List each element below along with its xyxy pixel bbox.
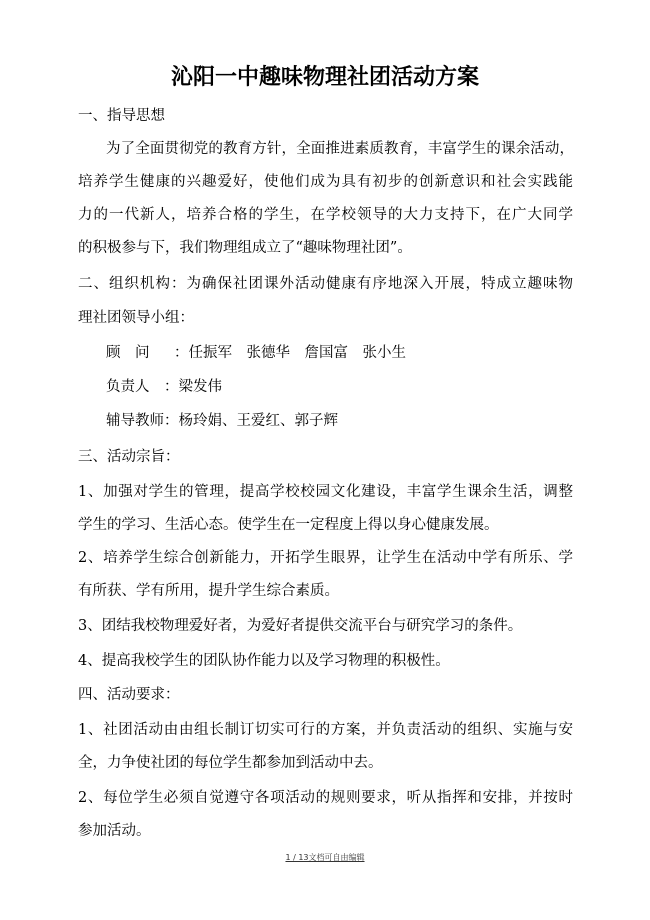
paragraph-line: 参加活动。 — [78, 823, 151, 839]
member-label: 辅导教师 — [106, 413, 164, 429]
page-footer — [0, 852, 650, 863]
section-heading-requirements: 四、活动要求： — [78, 687, 180, 703]
member-row-advisors — [106, 343, 406, 363]
member-row-tutors — [106, 411, 338, 431]
member-names: 梁发伟 — [178, 379, 222, 395]
member-label: 负责人 — [106, 379, 150, 395]
paragraph-line: 培养学生健康的兴趣爱好，使他们成为具有初步的创新意识和社会实践能 — [78, 174, 573, 190]
paragraph-line: 全，力争使社团的每位学生都参加到活动中去。 — [78, 755, 383, 771]
paragraph-line: 理社团领导小组： — [78, 310, 194, 326]
member-names: 任振军 张德华 詹国富 张小生 — [188, 345, 406, 361]
paragraph-line: 有所获、学有所用，提升学生综合素质。 — [78, 583, 339, 599]
document-title: 沁阳一中趣味物理社团活动方案 — [170, 65, 479, 90]
section-heading-organization: 二、组织机构：为确保社团课外活动健康有序地深入开展，特成立趣味物 — [78, 276, 573, 292]
member-label: 顾 问 — [106, 345, 150, 361]
section-heading-purpose: 三、活动宗旨： — [78, 449, 180, 465]
page-number-note: 1 / 13文档可自由编辑 — [285, 853, 365, 862]
paragraph-line: 2、每位学生必须自觉遵守各项活动的规则要求，听从指挥和安排，并按时 — [78, 790, 573, 806]
paragraph-line: 1、加强对学生的管理，提高学校校园文化建设，丰富学生课余生活，调整 — [78, 484, 573, 500]
paragraph-line: 学生的学习、生活心态。使学生在一定程度上得以身心健康发展。 — [78, 517, 499, 533]
member-names: 杨玲娟、王爱红、郭子辉 — [178, 413, 338, 429]
paragraph-line: 为了全面贯彻党的教育方针，全面推进素质教育，丰富学生的课余活动， — [106, 141, 574, 157]
member-separator: ： — [164, 379, 179, 395]
paragraph-line: 2、培养学生综合创新能力，开拓学生眼界，让学生在活动中学有所乐、学 — [78, 550, 573, 566]
paragraph-line: 1、社团活动由由组长制订切实可行的方案，并负责活动的组织、实施与安 — [78, 722, 573, 738]
member-separator: ： — [164, 413, 179, 429]
section-heading-guiding-thought: 一、指导思想 — [78, 108, 165, 124]
member-row-leader — [106, 377, 222, 397]
paragraph-line: 的积极参与下，我们物理组成立了“趣味物理社团”。 — [78, 240, 412, 256]
member-separator: ： — [174, 345, 189, 361]
paragraph-line: 4、提高我校学生的团队协作能力以及学习物理的积极性。 — [78, 653, 450, 669]
paragraph-line: 3、团结我校物理爱好者，为爱好者提供交流平台与研究学习的条件。 — [78, 618, 523, 634]
paragraph-line: 力的一代新人，培养合格的学生，在学校领导的大力支持下，在广大同学 — [78, 207, 573, 223]
